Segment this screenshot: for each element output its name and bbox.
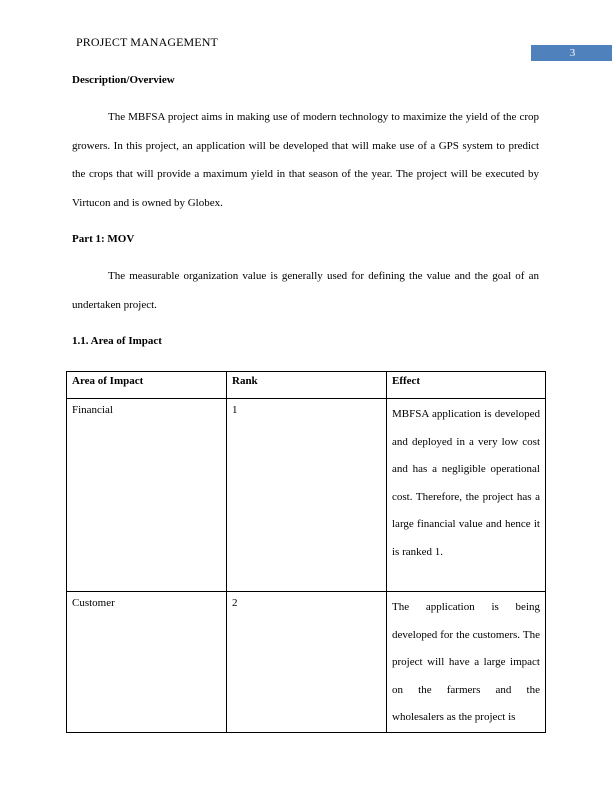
document-body <box>72 68 539 364</box>
page-number-badge: 3 <box>531 45 612 61</box>
impact-table <box>66 371 546 733</box>
area-financial: Financial <box>72 404 113 416</box>
area-customer: Customer <box>72 597 115 609</box>
table-cell-rank <box>227 399 387 592</box>
rank-customer: 2 <box>232 597 238 609</box>
part1-heading: Part 1: MOV <box>72 233 135 245</box>
area-of-impact-heading: 1.1. Area of Impact <box>72 335 162 347</box>
rank-financial: 1 <box>232 404 238 416</box>
table-row <box>67 399 546 592</box>
table-header-effect: Effect <box>387 372 546 399</box>
table-row <box>67 592 546 733</box>
table-header-row <box>67 372 546 399</box>
table-cell-effect: The application is being developed for the customers. The project will have a large impact on the farmers and the wholesalers as the project is <box>387 592 546 733</box>
overview-paragraph: The MBFSA project aims in making use of modern technology to maximize the yield of the crop growers. In this project, an application will be developed that will make use of a GPS system to predict the crops that will provide a maximum yield in that season of the year. The project will be executed by Virtucon and is owned by Globex. <box>72 111 539 209</box>
table-cell-effect: MBFSA application is developed and deployed in a very low cost and has a negligible operational cost. Therefore, the project has a large financial value and hence it is ranked 1. <box>387 399 546 592</box>
overview-heading: Description/Overview <box>72 74 175 86</box>
table-header-area: Area of Impact <box>67 372 227 399</box>
table-cell-rank <box>227 592 387 733</box>
table-cell-area <box>67 399 227 592</box>
running-head-title: PROJECT MANAGEMENT <box>76 35 218 49</box>
table-cell-area <box>67 592 227 733</box>
table-header-rank: Rank <box>227 372 387 399</box>
part1-paragraph: The measurable organization value is generally used for defining the value and the goal of an undertaken project. <box>72 270 539 311</box>
